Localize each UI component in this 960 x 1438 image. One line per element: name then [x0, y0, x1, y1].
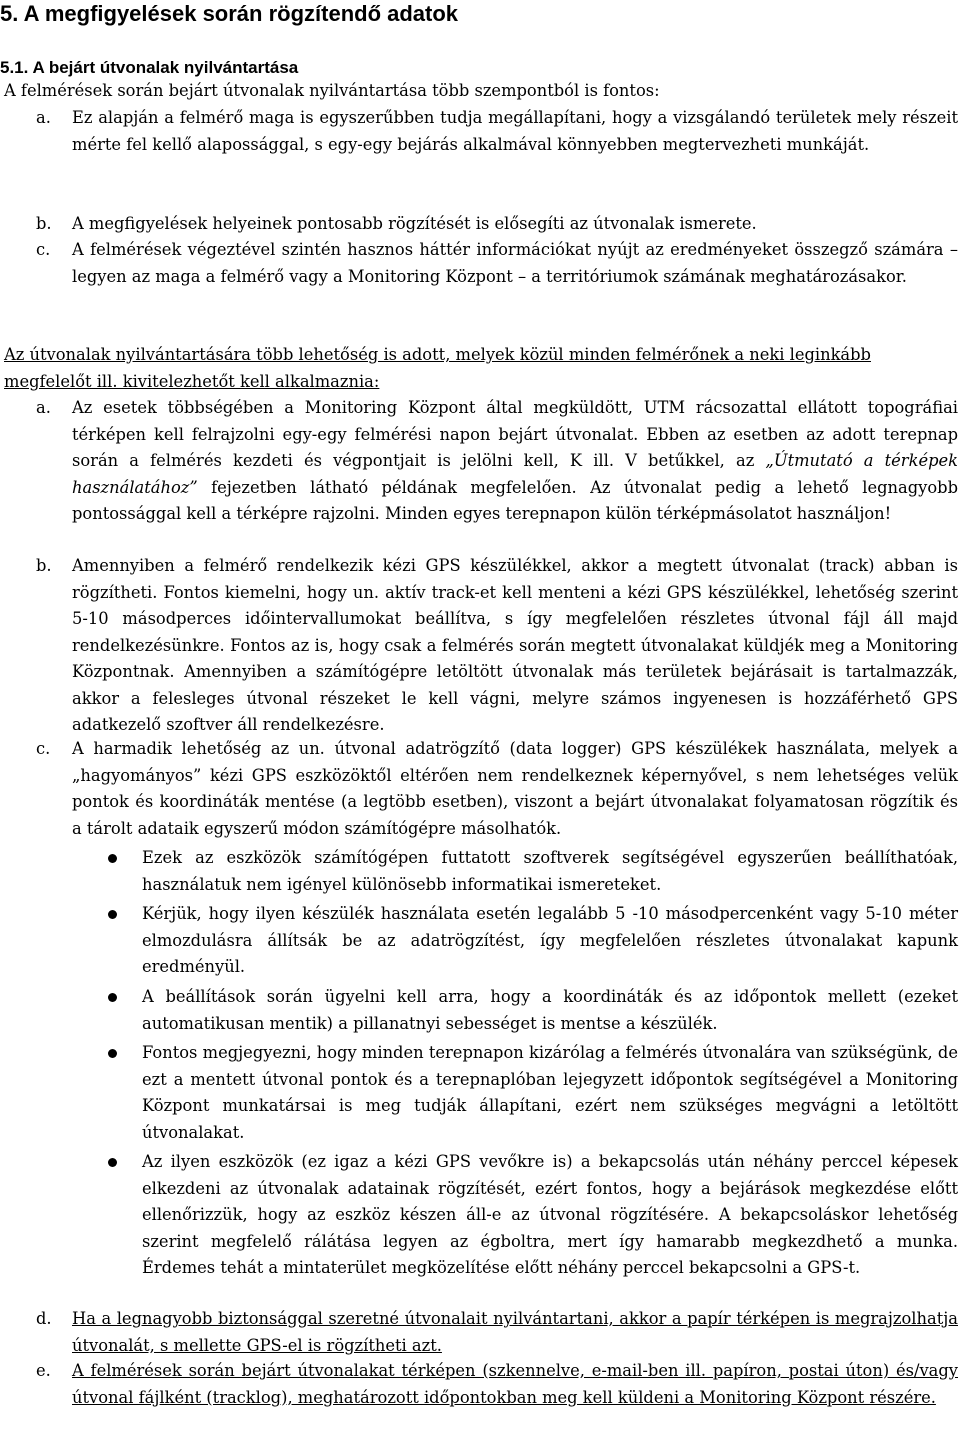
bullet-icon [108, 1158, 117, 1167]
subsection-heading: 5.1. A bejárt útvonalak nyilvántartása [0, 58, 299, 77]
bullet-text: A beállítások során ügyelni kell arra, hogy a koordináták és az időpontok mellett (ezeket automatikusan mentik) a pillanatnyi sebességet is mentse a készülék. [142, 987, 958, 1033]
list-item-text: A felmérések során bejárt útvonalakat térképen (szkennelve, e-mail-ben ill. papíron, postai úton) és/vagy útvonal fájlként (tracklog), meghatározott időpontokban meg kell küldeni a Monitoring Központ részére. [72, 1361, 958, 1407]
list-item-text: Amennyiben a felmérő rendelkezik kézi GPS készülékkel, akkor a megtett útvonalat (track) abban is rögzítheti. Fontos kiemelni, hogy un. aktív track-et kell menteni a kézi GPS készülékkel, lehetőség szerint 5-10 másodperces időintervallumokat beállítva, s így megfelelően részletes útvonal fájl áll majd rendelkezésünkre. Fontos az is, hogy csak a felmérés során megtett útvonalakat küldjék meg a Monitoring Központnak. Amennyiben a számítógépre letöltött útvonalak más területek bejárásait is tartalmazzák, akkor a felesleges útvonal részeket le kell vágni, melyre számos ingyenesen is hozzáférhető GPS adatkezelő szoftver áll rendelkezésre. [72, 556, 958, 734]
option-d [0, 1306, 958, 1359]
intro-paragraph: A felmérések során bejárt útvonalak nyilvántartása több szempontból is fontos: [4, 81, 660, 100]
list-marker: a. [36, 108, 51, 127]
list-item-text [72, 395, 958, 528]
list-marker: c. [36, 240, 51, 259]
option-a [0, 395, 958, 528]
bullet-text: Az ilyen eszközök (ez igaz a kézi GPS vevőkre is) a bekapcsolás után néhány perccel képesek elkezdeni az útvonalak adatainak rögzítését, ezért fontos, hogy a bejárások megkezdése előtt ellenőrizzük, hogy az eszköz készen áll-e az útvonal rögzítésére. A bekapcsoláskor lehetőség szerint megfelelő rálátása legyen az égboltra, mert így hamarabb megkezdhető a munka. Érdemes tehát a mintaterület megközelítése előtt néhány perccel bekapcsolni a GPS-t. [142, 1152, 958, 1277]
reason-item-a [0, 105, 958, 158]
bullet-item [0, 1149, 958, 1282]
list-marker: b. [36, 214, 52, 233]
bullet-item [0, 901, 958, 981]
bullet-item [0, 1040, 958, 1146]
option-b [0, 553, 958, 739]
options-intro: Az útvonalak nyilvántartására több lehetőség is adott, melyek közül minden felmérőnek a neki leginkább megfelelőt ill. kivitelezhetőt kell alkalmaznia: [4, 345, 871, 391]
bullet-text: Fontos megjegyezni, hogy minden terepnapon kizárólag a felmérés útvonalára van szükségünk, de ezt a mentett útvonal pontok és a terepnaplóban lejegyzett időpontok segítségével a Monitoring Központ munkatársai is meg tudják állapítani, ezért nem szükséges megvágni a letöltött útvonalakat. [142, 1043, 958, 1142]
list-marker: a. [36, 398, 51, 417]
section-heading: 5. A megfigyelések során rögzítendő adatok [0, 1, 459, 26]
list-item-text: Ha a legnagyobb biztonsággal szeretné útvonalait nyilvántartani, akkor a papír térképen is megrajzolhatja útvonalát, s mellette GPS-el is rögzítheti azt. [72, 1309, 958, 1355]
bullet-item [0, 845, 958, 898]
option-a-reference: „Útmutató a térképek használatához” [72, 451, 958, 497]
reason-item-c [0, 237, 958, 290]
bullet-icon [108, 854, 117, 863]
option-e [0, 1358, 958, 1411]
list-marker: b. [36, 556, 52, 575]
option-a-text-after: fejezetben látható példának megfelelően. Az útvonalat pedig a lehető legnagyobb pontossággal kell a térképre rajzolni. Minden egyes terepnapon külön térképmásolatot használjon! [72, 477, 958, 523]
list-marker: c. [36, 739, 51, 758]
bullet-icon [108, 910, 117, 919]
option-c [0, 736, 958, 842]
list-item-text: A megfigyelések helyeinek pontosabb rögzítését is elősegíti az útvonalak ismerete. [72, 214, 757, 233]
bullet-icon [108, 1049, 117, 1058]
bullet-icon [108, 993, 117, 1002]
list-marker: d. [36, 1309, 52, 1328]
bullet-text: Ezek az eszközök számítógépen futtatott szoftverek segítségével egyszerűen beállíthatóak, használatuk nem igényel különösebb informatikai ismereteket. [142, 848, 958, 894]
bullet-item [0, 984, 958, 1037]
list-item-text: Ez alapján a felmérő maga is egyszerűbben tudja megállapítani, hogy a vizsgálandó területek mely részeit mérte fel kellő alapossággal, s egy-egy bejárás alkalmával könnyebben megtervezheti munkáját. [72, 108, 958, 154]
list-item-text: A harmadik lehetőség az un. útvonal adatrögzítő (data logger) GPS készülékek használata, melyek a „hagyományos” kézi GPS eszközöktől eltérően nem rendelkeznek képernyővel, s nem lehetséges velük pontok és koordináták mentése (a legtöbb esetben), viszont a bejárt útvonalakat folyamatosan rögzítik és a tárolt adataik egyszerű módon számítógépre másolhatók. [72, 739, 958, 838]
list-marker: e. [36, 1361, 51, 1380]
option-a-text-before: Az esetek többségében a Monitoring Központ által megküldött, UTM rácsozattal ellátott topográfiai térképen kell felrajzolni egy-egy felmérési napon bejárt útvonalat. Ebben az esetben az adott terepnap során a felmérés kezdeti és végpontjait is jelölni kell, K ill. V betűkkel, az [72, 398, 958, 470]
bullet-text: Kérjük, hogy ilyen készülék használata esetén legalább 5 -10 másodpercenként vagy 5-10 méter elmozdulásra állítsák be az adatrögzítést, így megfelelően részletes útvonalakat kapunk eredményül. [142, 904, 958, 976]
reason-item-b [0, 211, 958, 238]
list-item-text: A felmérések végeztével szintén hasznos háttér információkat nyújt az eredményeket összegző számára – legyen az maga a felmérő vagy a Monitoring Központ – a territóriumok számának meghatározásakor. [72, 240, 958, 286]
